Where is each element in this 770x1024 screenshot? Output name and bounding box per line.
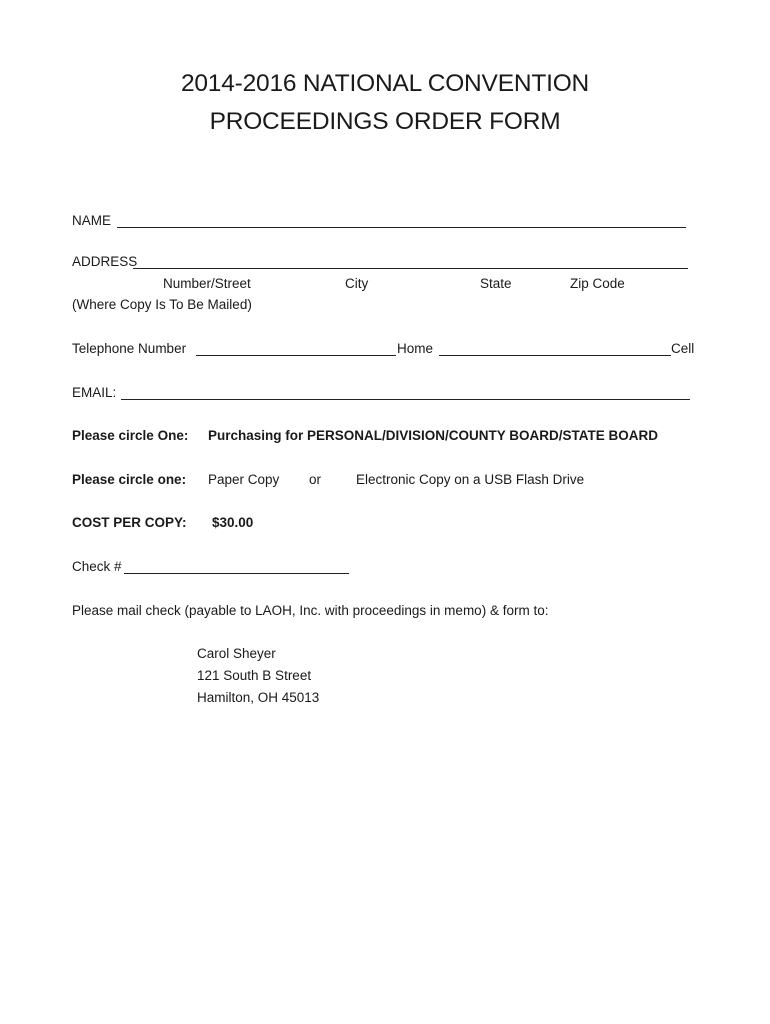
cost-label: COST PER COPY: — [72, 515, 187, 530]
telephone-home-field[interactable] — [196, 355, 396, 356]
address-city-label: City — [345, 276, 369, 291]
purchase-circle-label: Please circle One: — [72, 428, 189, 443]
name-label: NAME — [72, 213, 112, 228]
purchase-options[interactable]: Purchasing for PERSONAL/DIVISION/COUNTY BOARD/STATE BOARD — [208, 428, 659, 443]
form-title-line-2: PROCEEDINGS ORDER FORM — [209, 108, 561, 135]
email-label: EMAIL: — [72, 385, 117, 400]
email-field[interactable] — [121, 399, 690, 400]
cost-value: $30.00 — [212, 515, 254, 530]
name-field[interactable] — [117, 227, 686, 228]
mail-recipient-name: Carol Sheyer — [197, 646, 276, 661]
mail-instructions: Please mail check (payable to LAOH, Inc. with proceedings in memo) & form to: — [72, 603, 549, 618]
cell-label: Cell — [671, 341, 695, 356]
mail-city-state-zip: Hamilton, OH 45013 — [197, 690, 320, 705]
address-field[interactable] — [133, 268, 688, 269]
copy-type-circle-label: Please circle one: — [72, 472, 187, 487]
form-title-line-1: 2014-2016 NATIONAL CONVENTION — [180, 70, 590, 97]
usb-copy-option[interactable]: Electronic Copy on a USB Flash Drive — [356, 472, 585, 487]
check-label: Check # — [72, 559, 122, 574]
check-number-field[interactable] — [124, 573, 349, 574]
home-label: Home — [397, 341, 434, 356]
telephone-cell-field[interactable] — [439, 355, 671, 356]
or-text: or — [309, 472, 322, 487]
paper-copy-option[interactable]: Paper Copy — [208, 472, 280, 487]
address-label: ADDRESS — [72, 254, 138, 269]
mail-street: 121 South B Street — [197, 668, 312, 683]
address-zip-label: Zip Code — [570, 276, 625, 291]
address-note: (Where Copy Is To Be Mailed) — [72, 297, 252, 312]
telephone-label: Telephone Number — [72, 341, 187, 356]
address-state-label: State — [480, 276, 512, 291]
address-number-street-label: Number/Street — [163, 276, 251, 291]
